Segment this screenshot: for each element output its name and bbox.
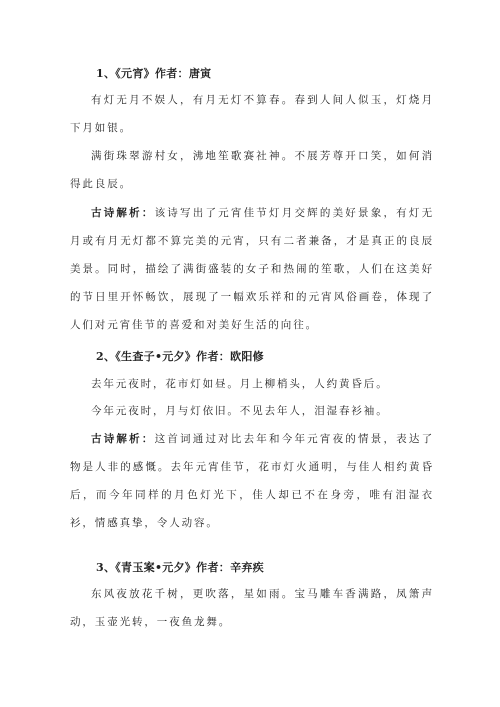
section-2-analysis-label: 古诗解析： [91, 433, 155, 445]
section-1-analysis [70, 199, 434, 339]
section-2-heading: 2、《生查子•元夕》作者：欧阳修 [96, 350, 264, 363]
section-1-analysis-label: 古诗解析： [91, 207, 155, 219]
section-2-poem-line-2: 今年元夜时，月与灯依旧。不见去年人，泪湿春衫袖。 [91, 405, 389, 417]
section-1-poem-line-2: 满街珠翠游村女，沸地笙歌赛社神。不展芳尊开口笑，如何消得此良辰。 [70, 150, 434, 190]
section-3-poem-line-1: 东风夜放花千树，更吹落，星如雨。宝马雕车香满路，凤箫声动，玉壶光转，一夜鱼龙舞。 [70, 588, 434, 628]
section-2-poem-line-1: 去年元夜时，花市灯如昼。月上柳梢头，人约黄昏后。 [91, 378, 389, 390]
section-1-heading: 1、《元宵》作者：唐寅 [96, 67, 212, 80]
section-2-analysis [70, 425, 434, 537]
section-2-analysis-text: 这首词通过对比去年和今年元宵夜的情景，表达了物是人非的感慨。去年元宵佳节，花市灯火通明，与佳人相约黄昏后，而今年同样的月色灯光下，佳人却已不在身旁，唯有泪湿衣衫，情感真挚，令人动容。 [70, 433, 434, 529]
section-1-poem-line-1: 有灯无月不娱人，有月无灯不算春。春到人间人似玉，灯烧月下月如银。 [70, 94, 434, 134]
section-3-heading: 3、《青玉案•元夕》作者：辛弃疾 [96, 561, 264, 574]
section-1-analysis-text: 该诗写出了元宵佳节灯月交辉的美好景象，有灯无月或有月无灯都不算完美的元宵，只有二者兼备，才是真正的良辰美景。同时，描绘了满街盛装的女子和热闹的笙歌，人们在这美好的节日里开怀畅饮，展现了一幅欢乐祥和的元宵风俗画卷，体现了人们对元宵佳节的喜爱和对美好生活的向往。 [70, 207, 434, 331]
